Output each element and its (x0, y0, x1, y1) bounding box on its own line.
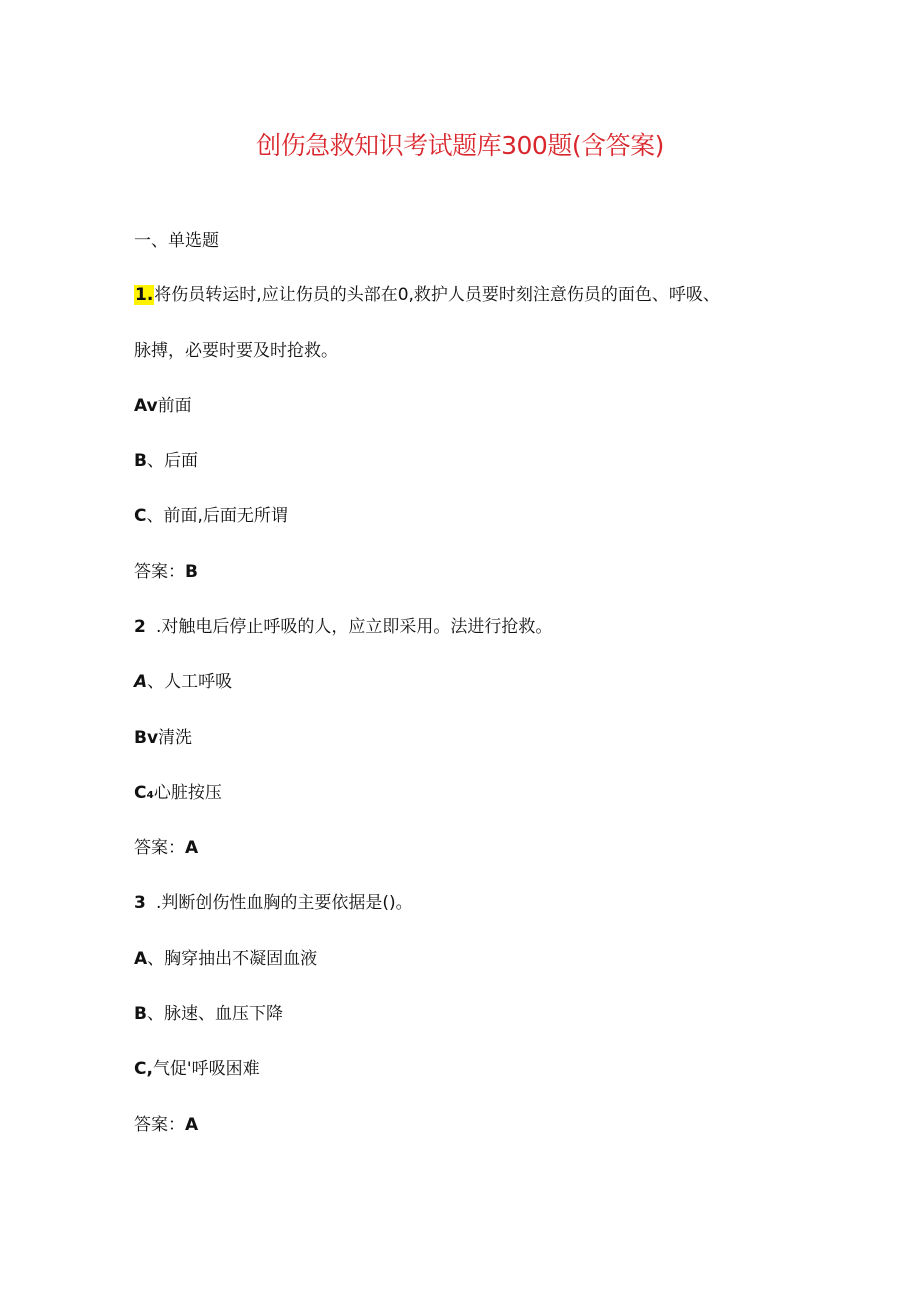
answer-value: A (185, 1115, 199, 1135)
answer-value: A (185, 838, 199, 858)
question-number: 3 (134, 893, 146, 913)
q1-option-c (134, 504, 288, 528)
option-label: C (134, 506, 147, 526)
answer-label: 答案： (134, 1115, 185, 1135)
q2-option-b (134, 726, 192, 750)
question-2 (134, 615, 552, 639)
option-label: B (134, 1004, 147, 1024)
document-title: 创伤急救知识考试题库300题(含答案) (256, 131, 664, 160)
question-number-highlight: 1. (135, 285, 154, 305)
q1-option-a (134, 394, 192, 418)
q3-option-a (134, 947, 317, 971)
option-label: A (134, 949, 148, 969)
question-text: .判断创伤性血胸的主要依据是()。 (156, 893, 413, 913)
q1-option-b (134, 449, 198, 473)
q3-answer (134, 1113, 198, 1137)
option-label: C, (134, 1059, 153, 1079)
q2-option-a (134, 670, 232, 694)
answer-value: B (185, 562, 198, 582)
section-heading: 一、单选题 (134, 231, 219, 251)
question-number: 2 (134, 617, 146, 637)
question-1 (134, 283, 720, 307)
option-text: 气促'呼吸困难 (152, 1059, 260, 1079)
question-1-continuation: 脉搏，必要时要及时抢救。 (134, 341, 338, 361)
answer-label: 答案： (134, 838, 185, 858)
option-label: Av (134, 396, 158, 416)
option-text: 、脉速、血压下降 (146, 1004, 283, 1024)
option-label: Bv (134, 728, 159, 748)
q1-answer (134, 560, 198, 584)
q2-answer (134, 836, 198, 860)
question-text: 将伤员转运时,应让伤员的头部在0,救护人员要时刻注意伤员的面色、呼吸、 (154, 285, 720, 305)
q3-option-b (134, 1002, 283, 1026)
option-text: 、胸穿抽出不凝固血液 (147, 949, 318, 969)
option-label: A (134, 672, 148, 692)
option-text: 、后面 (146, 451, 198, 471)
question-text: .对触电后停止呼吸的人，应立即采用。法进行抢救。 (156, 617, 553, 637)
option-label: B (134, 451, 147, 471)
option-text: 心脏按压 (153, 783, 222, 803)
q3-option-c (134, 1057, 260, 1081)
option-label: C₄ (134, 783, 154, 803)
option-text: 清洗 (158, 728, 193, 748)
option-text: 、人工呼吸 (147, 672, 233, 692)
option-text: 、前面,后面无所谓 (146, 506, 288, 526)
question-3 (134, 891, 413, 915)
q2-option-c (134, 781, 222, 805)
option-text: 前面 (157, 396, 192, 416)
answer-label: 答案： (134, 562, 185, 582)
